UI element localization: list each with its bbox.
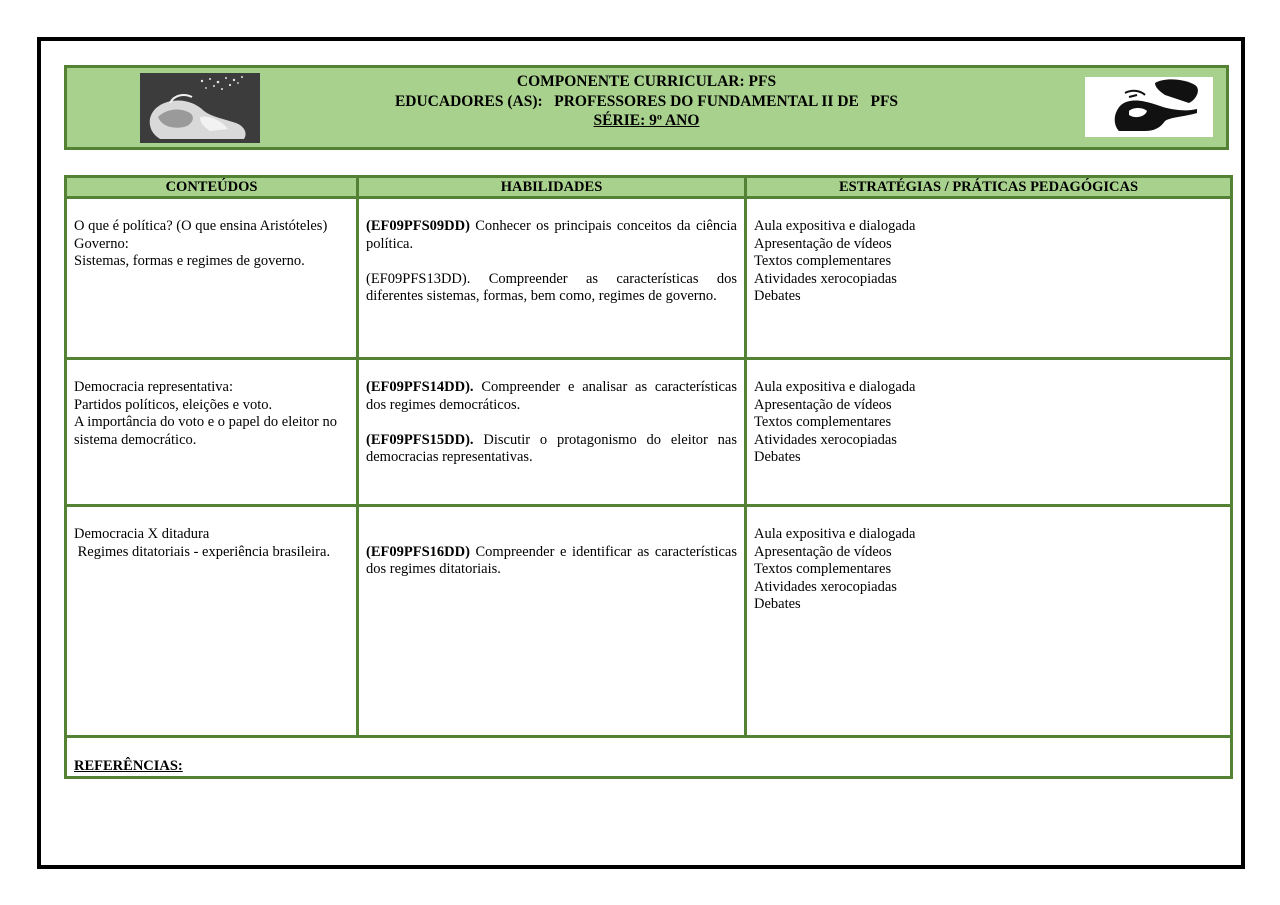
- estrategia-item: Debates: [754, 449, 801, 465]
- estrategia-item: Apresentação de vídeos: [754, 396, 892, 413]
- conteudos-cell: [66, 359, 358, 506]
- conteudo-item: A importância do voto e o papel do eleitor no sistema democrático.: [74, 414, 337, 448]
- habilidade-code: (EF09PFS14DD).: [366, 379, 474, 395]
- habilidade-item: [366, 218, 737, 253]
- header-estrategias: ESTRATÉGIAS / PRÁTICAS PEDAGÓGICAS: [746, 177, 1232, 198]
- conteudo-item: Sistemas, formas e regimes de governo.: [74, 253, 305, 269]
- habilidade-item: [366, 432, 737, 467]
- estrategia-item: Apresentação de vídeos: [754, 235, 892, 252]
- header-line-componente: COMPONENTE CURRICULAR: PFS: [516, 73, 777, 90]
- estrategia-item: Textos complementares: [754, 414, 892, 430]
- habilidade-text: Compreender e analisar as características dos regimes democráticos.: [366, 379, 737, 413]
- habilidade-text: Compreender as características dos diferentes sistemas, formas, bem como, regimes de governo.: [366, 270, 737, 304]
- estrategia-item: Aula expositiva e dialogada: [754, 218, 916, 234]
- header-line-educadores: EDUCADORES (AS): PROFESSORES DO FUNDAMENTAL II DE PFS: [394, 92, 899, 110]
- conteudos-cell: [66, 198, 358, 359]
- conteudo-item: Regimes ditatoriais - experiência brasileira.: [74, 543, 331, 560]
- habilidades-cell: [358, 198, 746, 359]
- habilidades-cell: [358, 359, 746, 506]
- habilidade-item: [366, 379, 737, 414]
- habilidade-code: (EF09PFS15DD).: [366, 431, 474, 448]
- habilidade-text: Discutir o protagonismo do eleitor nas democracias representativas.: [366, 431, 737, 465]
- estrategia-item: Atividades xerocopiadas: [754, 270, 897, 287]
- header-title-block: [67, 72, 1226, 131]
- table-header-row: [66, 177, 1232, 198]
- open-head-logo-icon: [1085, 77, 1213, 137]
- conteudo-item: Partidos políticos, eleições e voto.: [74, 396, 273, 413]
- habilidade-text: Conhecer os principais conceitos da ciência política.: [366, 218, 737, 252]
- estrategia-item: Aula expositiva e dialogada: [754, 379, 916, 395]
- lesson-plan-table: [64, 175, 1233, 779]
- referencias-row: [66, 736, 1232, 777]
- habilidade-item: [366, 544, 737, 579]
- conteudo-item: Democracia X ditadura: [74, 526, 210, 542]
- header-conteudos: CONTEÚDOS: [66, 177, 358, 198]
- habilidade-code: (EF09PFS13DD).: [366, 270, 471, 287]
- table-row: [66, 359, 1232, 506]
- referencias-label: REFERÊNCIAS:: [74, 757, 183, 774]
- habilidades-cell: [358, 506, 746, 737]
- estrategia-item: Textos complementares: [754, 561, 892, 577]
- habilidade-text: Compreender e identificar as características dos regimes ditatoriais.: [366, 543, 737, 577]
- estrategia-item: Aula expositiva e dialogada: [754, 526, 916, 542]
- habilidade-code: (EF09PFS16DD): [366, 543, 470, 560]
- estrategias-cell: [746, 359, 1232, 506]
- estrategias-cell: [746, 506, 1232, 737]
- table-row: [66, 198, 1232, 359]
- conteudo-item: O que é política? (O que ensina Aristóteles): [74, 218, 328, 234]
- referencias-cell: [66, 736, 1232, 777]
- estrategia-item: Textos complementares: [754, 253, 892, 269]
- header-habilidades: HABILIDADES: [358, 177, 746, 198]
- habilidade-code: (EF09PFS09DD): [366, 218, 470, 234]
- estrategia-item: Debates: [754, 288, 801, 304]
- estrategia-item: Apresentação de vídeos: [754, 543, 892, 560]
- table-row: [66, 506, 1232, 737]
- estrategias-cell: [746, 198, 1232, 359]
- document-header: [64, 65, 1229, 150]
- estrategia-item: Atividades xerocopiadas: [754, 431, 897, 448]
- header-line-serie: SÉRIE: 9º ANO: [593, 112, 700, 129]
- conteudo-item: Democracia representativa:: [74, 379, 234, 395]
- habilidade-item: [366, 271, 737, 306]
- estrategia-item: Debates: [754, 596, 801, 612]
- conteudo-item: Governo:: [74, 235, 129, 252]
- estrategia-item: Atividades xerocopiadas: [754, 578, 897, 595]
- conteudos-cell: [66, 506, 358, 737]
